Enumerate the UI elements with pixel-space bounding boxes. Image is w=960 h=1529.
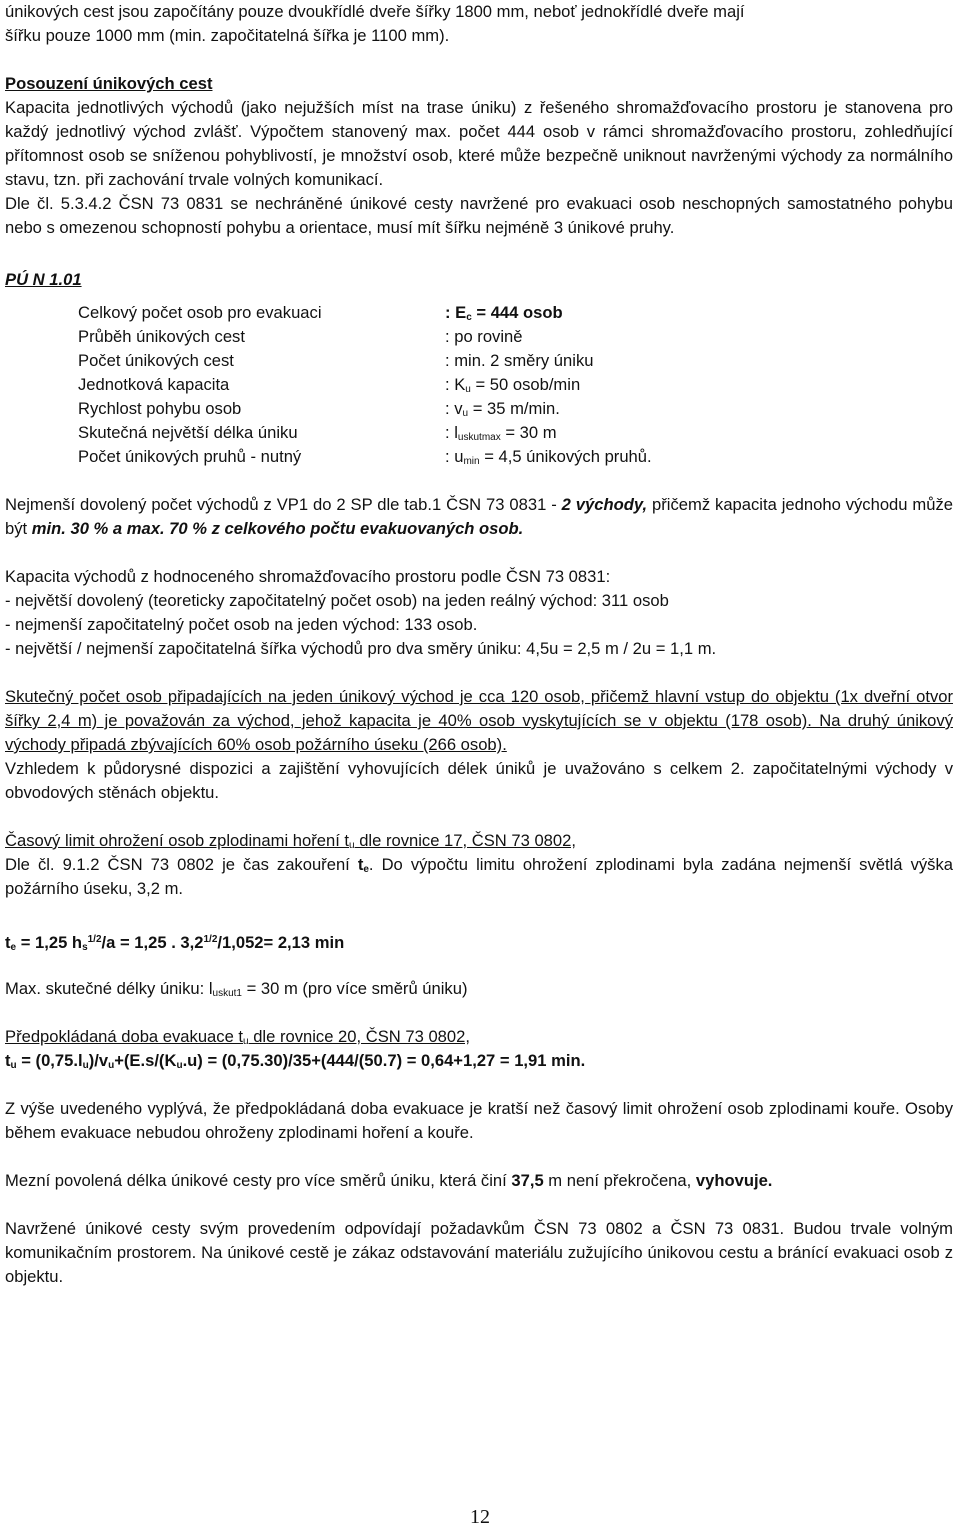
max-length-text: Max. skutečné délky úniku: l [5, 979, 213, 998]
formula-te-b: = 1,25 h [16, 933, 83, 952]
parameter-value [445, 325, 522, 349]
parameter-value-rest: = 35 m/min. [468, 399, 560, 418]
exits-text-2: přičemž kapacita jednoho východu může být [5, 495, 953, 538]
parameter-label: Jednotková kapacita [78, 375, 230, 394]
parameter-value [445, 373, 580, 397]
parameter-value-main: : K [445, 375, 466, 394]
evac-f1-sub: u [10, 1060, 17, 1071]
max-length-value: = 30 m (pro více směrů úniku) [242, 979, 468, 998]
threat-heading-text: Časový limit ohrožení osob zplodinami hoření t [5, 831, 350, 850]
evac-f4: +(E.s/(K [114, 1051, 177, 1070]
threat-heading [5, 829, 953, 853]
formula-te-b-sub: s [82, 942, 88, 953]
evac-f3: )/v [88, 1051, 109, 1070]
parameter-value [445, 349, 593, 373]
parameter-label: Průběh únikových cest [78, 327, 245, 346]
fire-section-label: PÚ N 1.01 [5, 270, 82, 289]
exits-text: Nejmenší dovolený počet východů z VP1 do 2 SP dle tab.1 ČSN 73 0831 - [5, 495, 562, 514]
parameter-label: Počet únikových cest [78, 351, 234, 370]
parameter-value-sub: u [462, 408, 469, 419]
parameter-value-sub: uskutmax [457, 432, 501, 443]
capacity-line-1: Kapacita východů z hodnoceného shromažďovacího prostoru podle ČSN 73 0831: [5, 567, 611, 586]
limit-verdict: vyhovuje. [695, 1171, 773, 1190]
formula-te-d: /1,052= 2,13 min [217, 933, 345, 952]
formula-te [5, 931, 953, 955]
parameter-row [78, 445, 953, 469]
parameter-value-rest: = 30 m [500, 423, 557, 442]
formula-te-a: t [5, 933, 11, 952]
intro-paragraph [5, 0, 953, 48]
final-paragraph: Navržené únikové cesty svým provedením odpovídají požadavkům ČSN 73 0802 a ČSN 73 0831. Budou trvale volným komunikačním prostorem. Na únikové cestě je zákaz odstavování materiálu zužujícího únikovou cestu a bránící evakuaci osob z objektu. [5, 1219, 953, 1286]
max-length-sub: uskut1 [212, 988, 242, 999]
parameter-row [78, 397, 953, 421]
limit-value: 37,5 [511, 1171, 544, 1190]
evac-f3-sub: u [108, 1060, 115, 1071]
capacity-line-4: - největší / nejmenší započitatelná šířka východů pro dva směry úniku: 4,5u = 2,5 m / 2u = 1,1 m. [5, 639, 717, 658]
parameter-list [78, 301, 953, 469]
evac-f2: = (0,75.l [16, 1051, 83, 1070]
parameter-value-sub: u [465, 384, 471, 395]
parameter-value-main: : E [445, 303, 467, 322]
exits-paragraph [5, 493, 953, 541]
parameter-value-main: : po rovině [445, 327, 523, 346]
parameter-label: Skutečná největší délka úniku [78, 423, 298, 442]
threat-heading-sub: u [349, 840, 355, 851]
capacity-paragraph [5, 565, 953, 661]
actual-text: Vzhledem k půdorysné dispozici a zajištění vyhovujících délek úniků je uvažováno s celkem 2. započitatelnými východy v obvodových stěnách objektu. [5, 759, 953, 802]
parameter-row [78, 301, 953, 325]
parameter-value-main: : min. 2 směry úniku [445, 351, 594, 370]
actual-underlined: Skutečný počet osob připadajících na jeden únikový východ je cca 120 osob, přičemž hlavní vstup do objektu (1x dveřní otvor šířky 2,4 m) je považován za východ, jehož kapacita je 40% osob vyskytujících se v objektu (178 osob). Na druhý únikový východy připadá zbývajících 60% osob požárního úseku (266 osob). [5, 687, 953, 754]
evac-f1: t [5, 1051, 11, 1070]
document-page [5, 0, 953, 1289]
evac-f2-sub: u [82, 1060, 89, 1071]
parameter-value [445, 445, 652, 469]
threat-te-sub: e [363, 864, 369, 875]
parameter-value-rest: = 444 osob [471, 303, 563, 322]
evac-formula [5, 1049, 953, 1073]
parameter-value [445, 301, 563, 325]
page-number: 12 [470, 1506, 490, 1528]
formula-te-c: /a = 1,25 . 3,2 [101, 933, 204, 952]
assessment-heading: Posouzení únikových cest [5, 74, 213, 93]
intro-line-1: únikových cest jsou započítány pouze dvoukřídlé dveře šířky 1800 mm, neboť jednokřídlé dveře mají [5, 2, 745, 21]
threat-text-post: . Do výpočtu limitu ohrožení zplodinami byla zadána nejmenší světlá výška požárního úseku, 3,2 m. [5, 855, 953, 898]
evac-heading-rest: dle rovnice 20, ČSN 73 0802, [248, 1027, 470, 1046]
formula-te-c-sup: 1/2 [203, 934, 218, 945]
exits-count: 2 východy, [561, 495, 648, 514]
parameter-value-sub: min [463, 456, 480, 467]
limit-paragraph [5, 1169, 953, 1193]
parameter-value [445, 397, 560, 421]
limit-text: Mezní povolená délka únikové cesty pro více směrů úniku, která činí [5, 1171, 512, 1190]
parameter-row [78, 325, 953, 349]
intro-line-2: šířku pouze 1000 mm (min. započitatelná šířka je 1100 mm). [5, 26, 450, 45]
evac-f4-sub: u [176, 1060, 183, 1071]
actual-paragraph [5, 685, 953, 757]
parameter-value [445, 421, 557, 445]
parameter-row [78, 373, 953, 397]
parameter-row [78, 349, 953, 373]
parameter-value-rest: = 50 osob/min [470, 375, 581, 394]
parameter-label: Celkový počet osob pro evakuaci [78, 303, 322, 322]
parameter-value-sub: c [466, 312, 472, 323]
evac-heading [5, 1025, 953, 1049]
parameter-value-main: : l [445, 423, 458, 442]
capacity-line-3: - nejmenší započitatelný počet osob na jeden východ: 133 osob. [5, 615, 478, 634]
exits-percentages: min. 30 % a max. 70 % z celkového počtu evakuovaných osob. [31, 519, 524, 538]
parameter-value-main: : v [445, 399, 463, 418]
threat-text [5, 853, 953, 901]
evac-heading-sub: u [243, 1036, 249, 1047]
parameter-label: Rychlost pohybu osob [78, 399, 242, 418]
parameter-label: Počet únikových pruhů - nutný [78, 447, 302, 466]
max-length-line [5, 977, 953, 1001]
parameter-row [78, 421, 953, 445]
parameter-value-rest: = 4,5 únikových pruhů. [479, 447, 652, 466]
formula-te-a-sub: e [10, 942, 17, 953]
evac-f5: .u) = (0,75.30)/35+(444/(50.7) = 0,64+1,27 = 1,91 min. [182, 1051, 586, 1070]
evac-heading-text: Předpokládaná doba evakuace t [5, 1027, 244, 1046]
threat-te: t [357, 855, 364, 874]
assessment-rule: Dle čl. 5.3.4.2 ČSN 73 0831 se nechráněné únikové cesty navržené pro evakuaci osob neschopných samostatného pohybu nebo s omezenou schopností pohybu a orientace, musí mít šířku nejméně 3 únikové pruhy. [5, 194, 953, 237]
threat-heading-rest: dle rovnice 17, ČSN 73 0802, [354, 831, 576, 850]
capacity-line-2: - největší dovolený (teoreticky započitatelný počet osob) na jeden reálný východ: 311 osob [5, 591, 669, 610]
conclusion-paragraph: Z výše uvedeného vyplývá, že předpokládaná doba evakuace je kratší než časový limit ohrožení osob zplodinami kouře. Osoby během evakuace nebudou ohroženy zplodinami hoření a kouře. [5, 1099, 953, 1142]
threat-text-pre: Dle čl. 9.1.2 ČSN 73 0802 je čas zakouření [5, 855, 358, 874]
formula-te-b-sup: 1/2 [87, 934, 102, 945]
assessment-text: Kapacita jednotlivých východů (jako nejužších míst na trase úniku) z řešeného shromažďovacího prostoru je stanovena pro každý jednotlivý východ zvlášť. Výpočtem stanovený max. počet 444 osob v rámci shromažďovacího prostoru, zohledňující přítomnost osob se sníženou pohyblivostí, je množství osob, které může bezpečně uniknout navrženými východy za normálního stavu, tzn. při zachování trvale volných komunikací. [5, 98, 953, 189]
parameter-value-main: : u [445, 447, 464, 466]
limit-text-2: m není překročena, [543, 1171, 696, 1190]
